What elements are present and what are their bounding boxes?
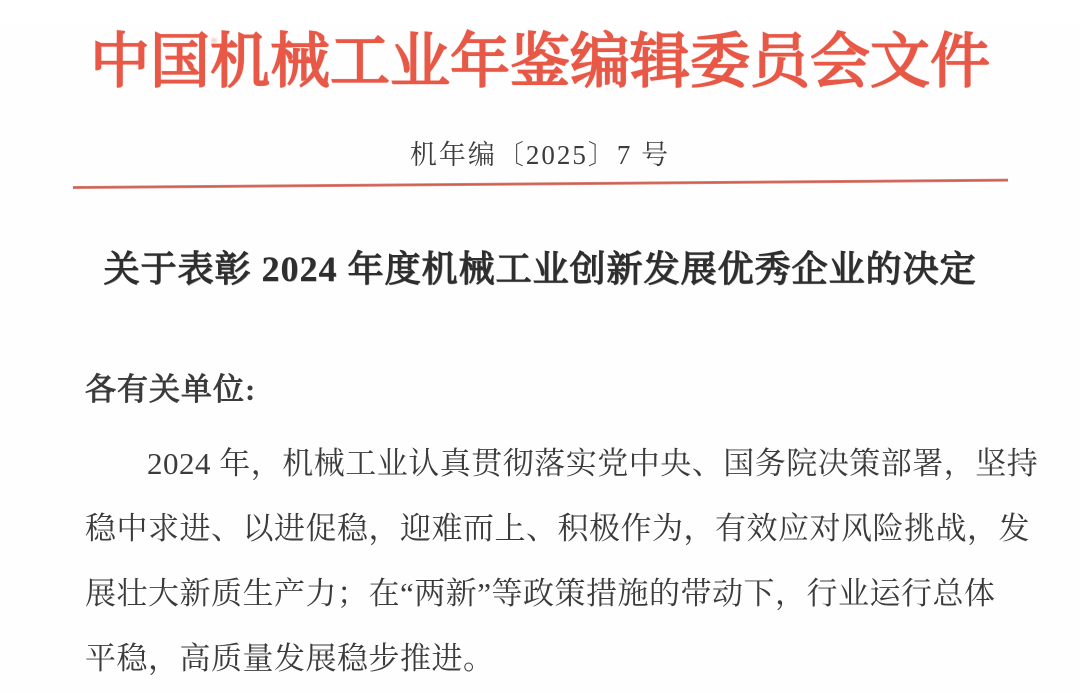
body-paragraph <box>85 431 1039 691</box>
red-divider-rule <box>72 179 1007 189</box>
document-number: 机年编〔2025〕7 号 <box>409 140 671 170</box>
paragraph-line: 平稳，高质量发展稳步推进。 <box>85 640 495 676</box>
scan-speck <box>211 38 217 43</box>
paragraph-line: 展壮大新质生产力；在“两新”等政策措施的带动下，行业运行总体 <box>85 575 996 611</box>
document-page <box>0 25 1080 693</box>
paragraph-line: 稳中求进、以进促稳，迎难而上、积极作为，有效应对风险挑战，发 <box>85 510 1030 546</box>
paragraph-line: 2024 年，机械工业认真贯彻落实党中央、国务院决策部署，坚持 <box>147 445 1039 481</box>
salutation: 各有关单位: <box>85 371 257 407</box>
document-title: 关于表彰 2024 年度机械工业创新发展优秀企业的决定 <box>103 248 977 289</box>
document-body <box>85 369 1039 691</box>
org-header-title: 中国机械工业年鉴编辑委员会文件 <box>90 29 990 95</box>
